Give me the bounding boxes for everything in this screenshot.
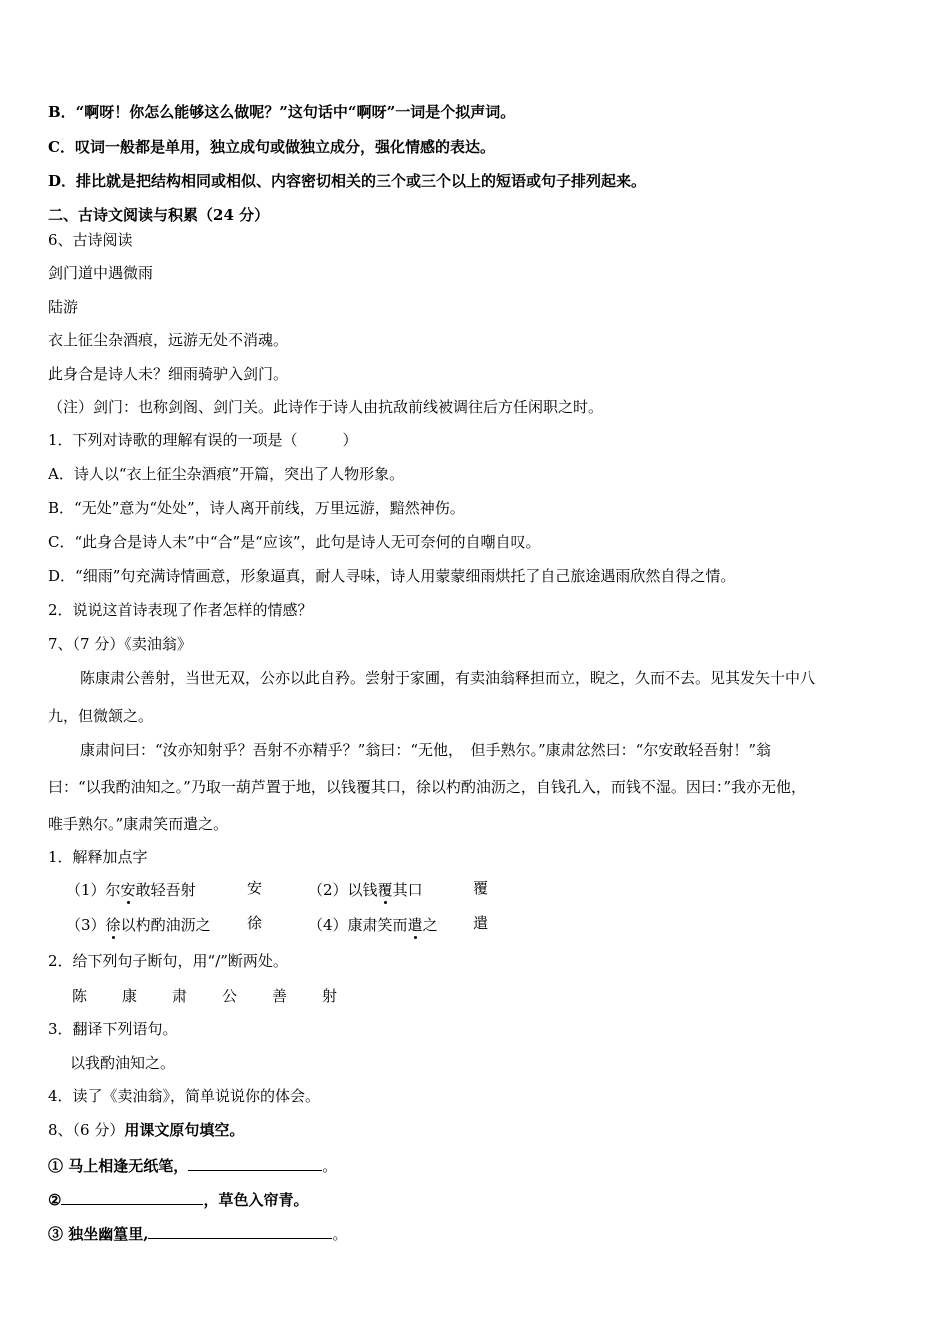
sentence-chars <box>72 986 342 1006</box>
q7-sub2: 2．给下列句子断句，用“/”断两处。 <box>48 952 288 970</box>
option-c: C．叹词一般都是单用，独立成句或做独立成分，强化情感的表达。 <box>48 138 495 156</box>
char: 康 <box>122 987 138 1005</box>
passage-line: 曰：“以我酌油知之。”乃取一葫芦置于地，以钱覆其口，徐以杓酌油沥之，自钱孔入，而钱不湿。因曰：”我亦无他， <box>48 778 807 796</box>
option-b: B．“啊呀！你怎么能够这么做呢？”这句话中“啊呀”一词是个拟声词。 <box>48 103 516 121</box>
q7-sub4: 4．读了《卖油翁》，简单说说你的体会。 <box>48 1087 321 1105</box>
q6-option-c: C．“此身合是诗人未”中“合”是“应该”，此句是诗人无可奈何的自嘲自叹。 <box>48 533 541 551</box>
q6-option-b: B．“无处”意为“处处”，诗人离开前线，万里远游，黯然神伤。 <box>48 499 465 517</box>
char: 肃 <box>172 987 188 1005</box>
passage-line: 康肃问曰：“汝亦知射乎？吾射不亦精乎？”翁曰：“无他， 但手熟尔。”康肃忿然曰：“尔安敢轻吾射！”翁 <box>80 741 772 759</box>
q8-label: 8、（6 分）用课文原句填空。 <box>48 1121 245 1139</box>
answer-blank[interactable] <box>148 1222 332 1239</box>
translate-sentence: 以我酌油知之。 <box>70 1054 176 1072</box>
poem-title: 剑门道中遇微雨 <box>48 264 154 282</box>
poem-author: 陆游 <box>48 298 79 316</box>
answer-blank[interactable] <box>188 1154 322 1171</box>
explain-item-3: （3）徐以杓酌油沥之 <box>66 916 211 934</box>
q6-label: 6、古诗阅读 <box>48 231 133 249</box>
poem-line-2: 此身合是诗人未？细雨骑驴入剑门。 <box>48 365 289 383</box>
poem-note: （注）剑门：也称剑阁、剑门关。此诗作于诗人由抗敌前线被调往后方任闲职之时。 <box>48 398 604 416</box>
q6-sub1: 1．下列对诗歌的理解有误的一项是（ ） <box>48 431 358 449</box>
section-heading: 二、古诗文阅读与积累（24 分） <box>48 206 270 224</box>
option-d: D．排比就是把结构相同或相似、内容密切相关的三个或三个以上的短语或句子排列起来。 <box>48 172 647 190</box>
poem-line-1: 衣上征尘杂酒痕，远游无处不消魂。 <box>48 331 289 349</box>
char: 善 <box>272 987 288 1005</box>
answer-blank[interactable] <box>61 1188 203 1205</box>
explain-answer-3: 徐 <box>247 914 263 932</box>
passage-line: 陈康肃公善射，当世无双，公亦以此自矜。尝射于家圃，有卖油翁释担而立，睨之，久而不去。见其发矢十中八 <box>80 669 816 687</box>
passage-line: 唯手熟尔。”康肃笑而遣之。 <box>48 815 229 833</box>
q6-option-d: D．“细雨”句充满诗情画意，形象逼真，耐人寻味，诗人用蒙蒙细雨烘托了自己旅途遇雨欣然自得之情。 <box>48 567 736 585</box>
explain-answer-1: 安 <box>247 879 263 897</box>
q7-sub3: 3．翻译下列语句。 <box>48 1020 178 1038</box>
char: 陈 <box>72 987 88 1005</box>
explain-item-1: （1）尔安敢轻吾射 <box>66 881 196 899</box>
char: 公 <box>222 987 238 1005</box>
fill-3: ③ 独坐幽篁里, 。 <box>48 1222 347 1244</box>
q6-sub2: 2．说说这首诗表现了作者怎样的情感？ <box>48 601 313 619</box>
char: 射 <box>322 987 338 1005</box>
fill-2: ② ，草色入帘青。 <box>48 1188 308 1210</box>
explain-answer-4: 遣 <box>473 914 489 932</box>
explain-item-4: （4）康肃笑而遣之 <box>308 916 438 934</box>
fill-1: ① 马上相逢无纸笔， 。 <box>48 1154 337 1176</box>
explain-item-2: （2）以钱覆其口 <box>308 881 423 899</box>
q7-label: 7、（7 分）《卖油翁》 <box>48 635 192 653</box>
passage-line: 九，但微颔之。 <box>48 707 154 725</box>
q6-option-a: A．诗人以“衣上征尘杂酒痕”开篇，突出了人物形象。 <box>48 465 405 483</box>
q7-sub1: 1．解释加点字 <box>48 848 148 866</box>
explain-answer-2: 覆 <box>473 879 489 897</box>
